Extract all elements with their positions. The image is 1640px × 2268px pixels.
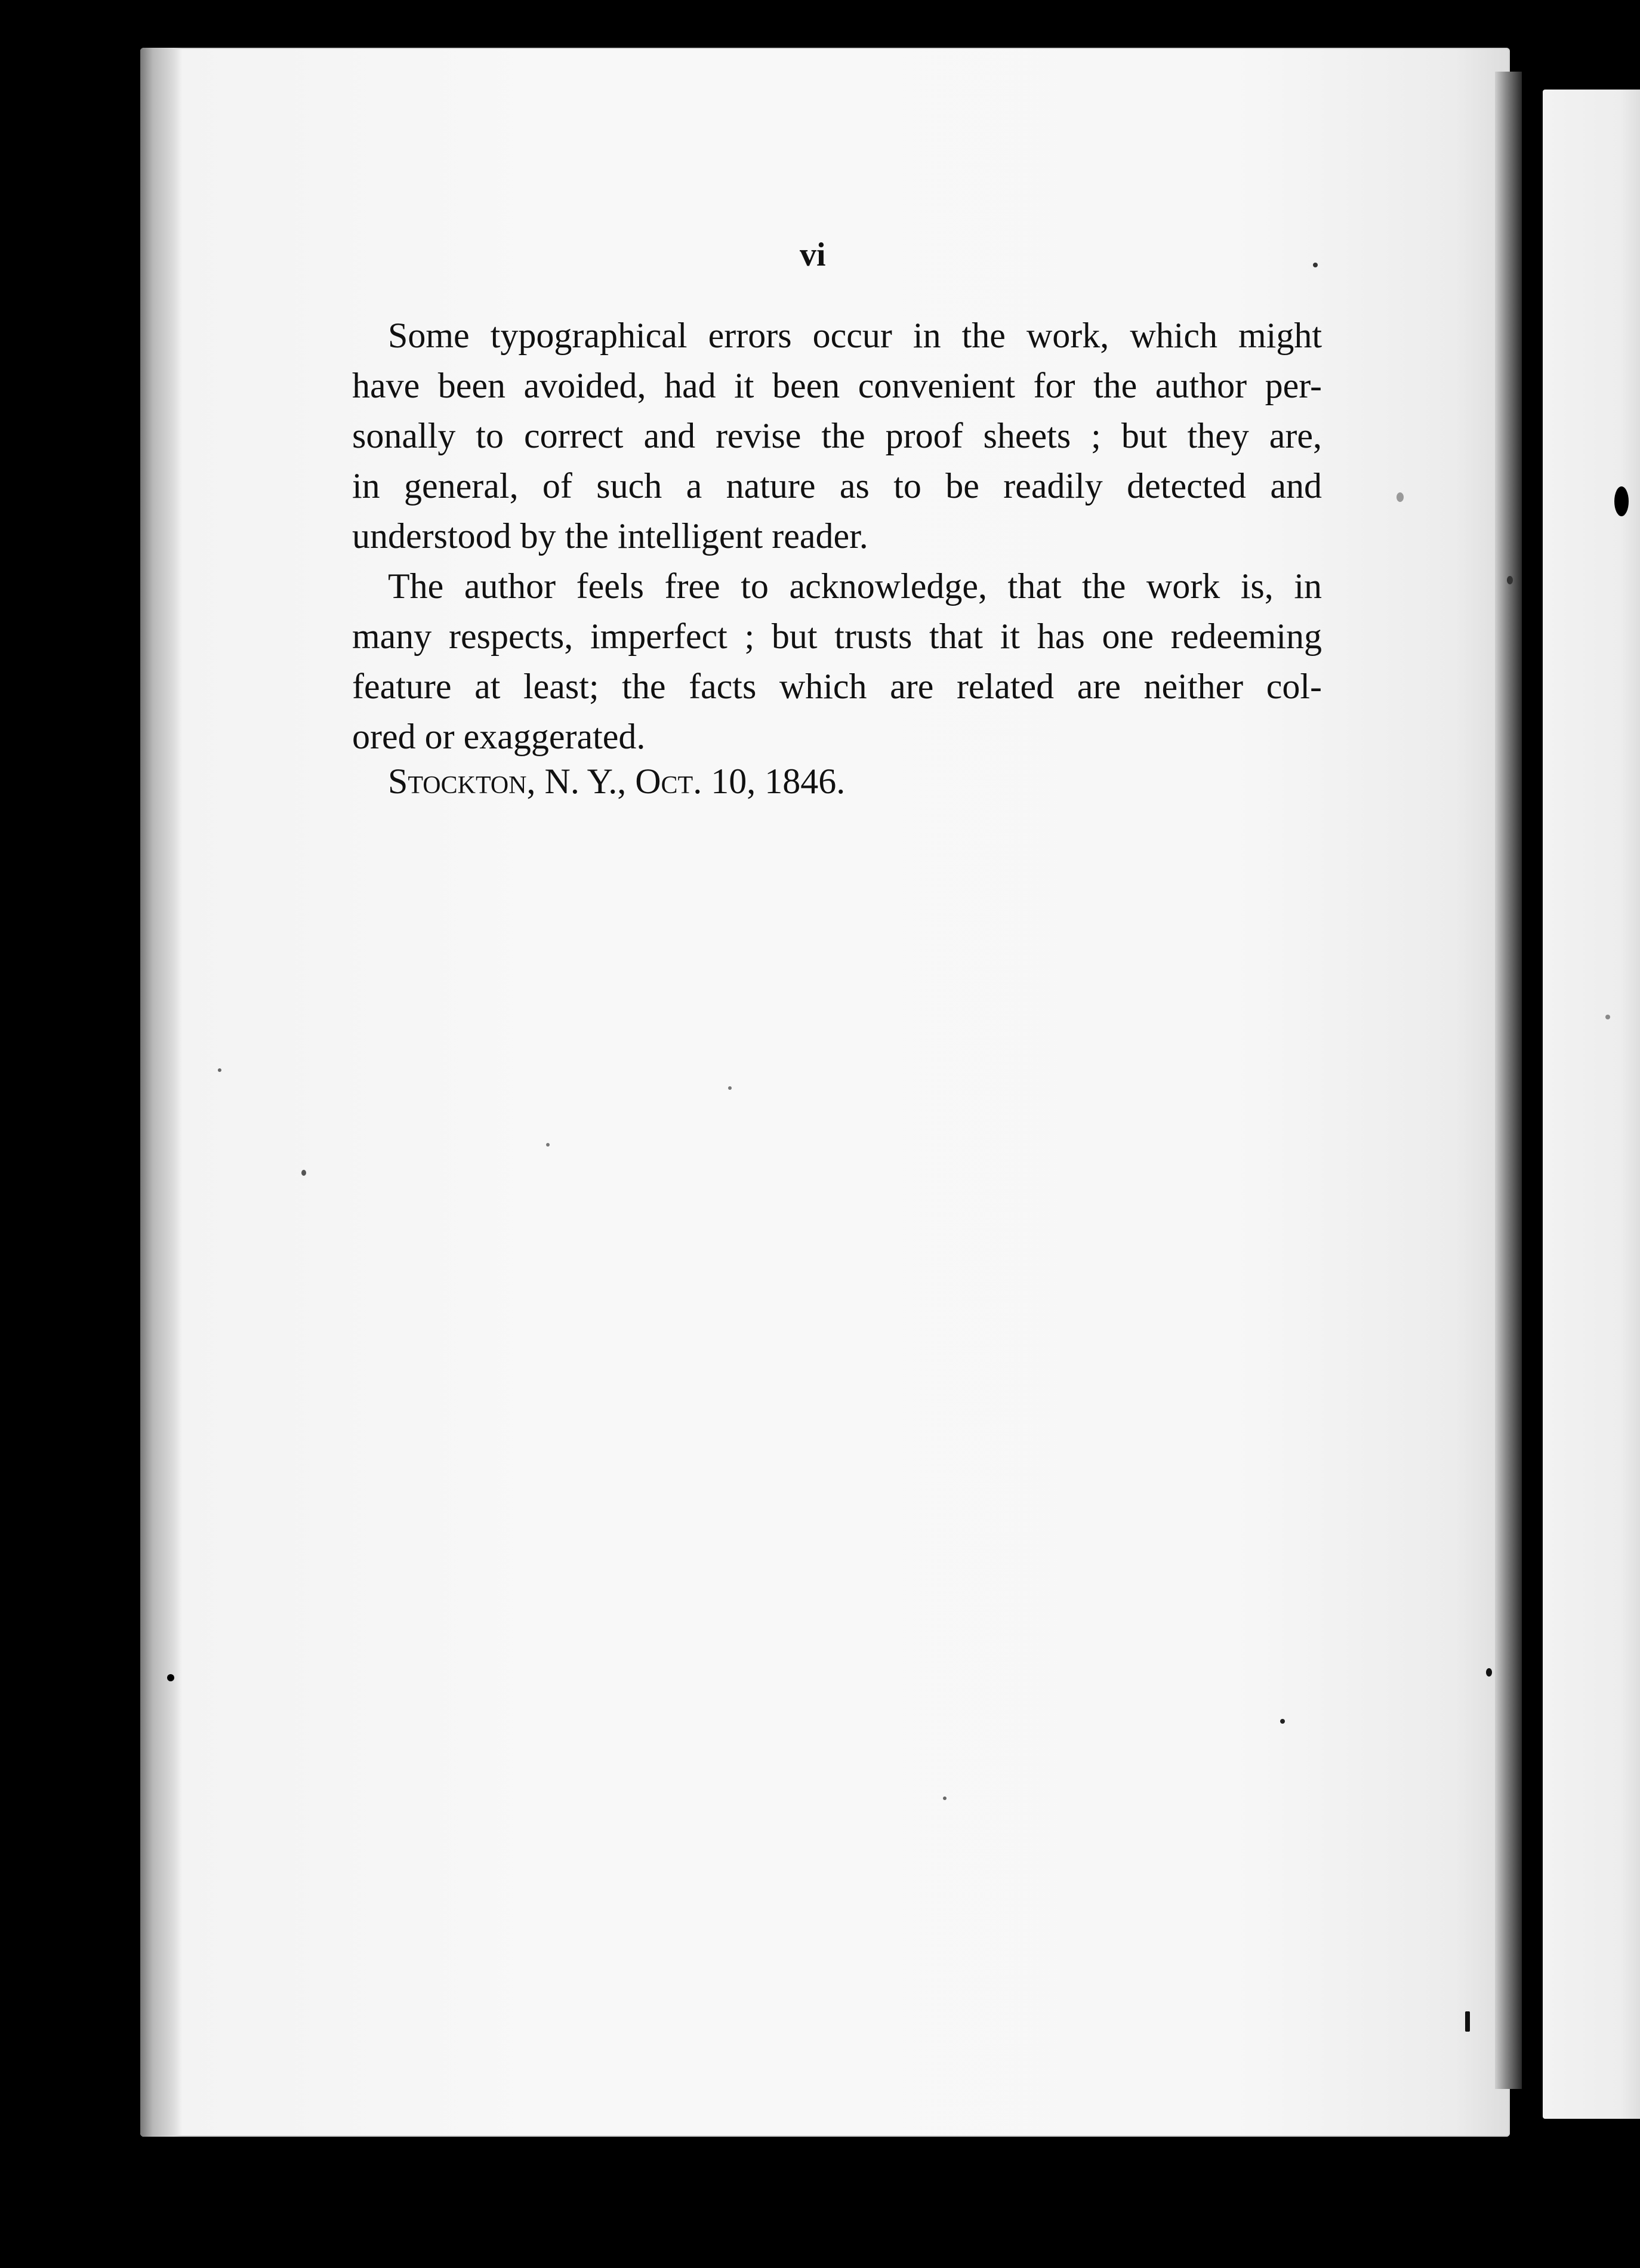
text-line: The author feels free to acknowledge, that the work is, in [388,566,1322,606]
scan-speck [1397,492,1404,502]
scan-speck [1507,576,1513,584]
text-line: feature at least; the facts which are related are neither col- [352,667,1322,706]
scan-speck [167,1674,174,1681]
page-gutter [1495,72,1522,2089]
text-line: Some typographical errors occur in the work, which might [388,316,1322,355]
text-line: understood by the intelligent reader. [352,516,868,556]
ink-mark [1614,486,1629,516]
paragraph-1 [352,310,1322,561]
scan-speck [1280,1719,1285,1724]
signature-month: Oct [635,762,693,801]
scan-speck [546,1143,550,1147]
signature-place: Stockton [388,762,527,801]
scan-speck [218,1068,221,1072]
page-binding [140,48,182,2137]
preface-text [352,310,1322,762]
signature-state: , N. Y., [526,762,636,801]
text-line: sonally to correct and revise the proof sheets ; but they are, [352,416,1322,455]
signature-line [388,761,845,802]
text-line: ored or exaggerated. [352,717,646,756]
page-number: vi [800,236,826,273]
signature-date: . 10, 1846. [693,762,846,801]
facing-page-edge [1543,90,1640,2119]
scan-speck [943,1796,947,1800]
text-line: in general, of such a nature as to be readily detected and [352,466,1322,506]
text-line: many respects, imperfect ; but trusts that it has one redeeming [352,617,1322,656]
scan-speck [728,1086,732,1090]
scan-speck [301,1170,306,1176]
scan-speck [1313,263,1318,267]
scan-speck [1486,1668,1492,1677]
paragraph-2 [352,561,1322,762]
scan-speck [1465,2011,1470,2032]
scan-speck [1605,1015,1610,1019]
text-line: have been avoided, had it been convenient for the author per- [352,366,1322,405]
